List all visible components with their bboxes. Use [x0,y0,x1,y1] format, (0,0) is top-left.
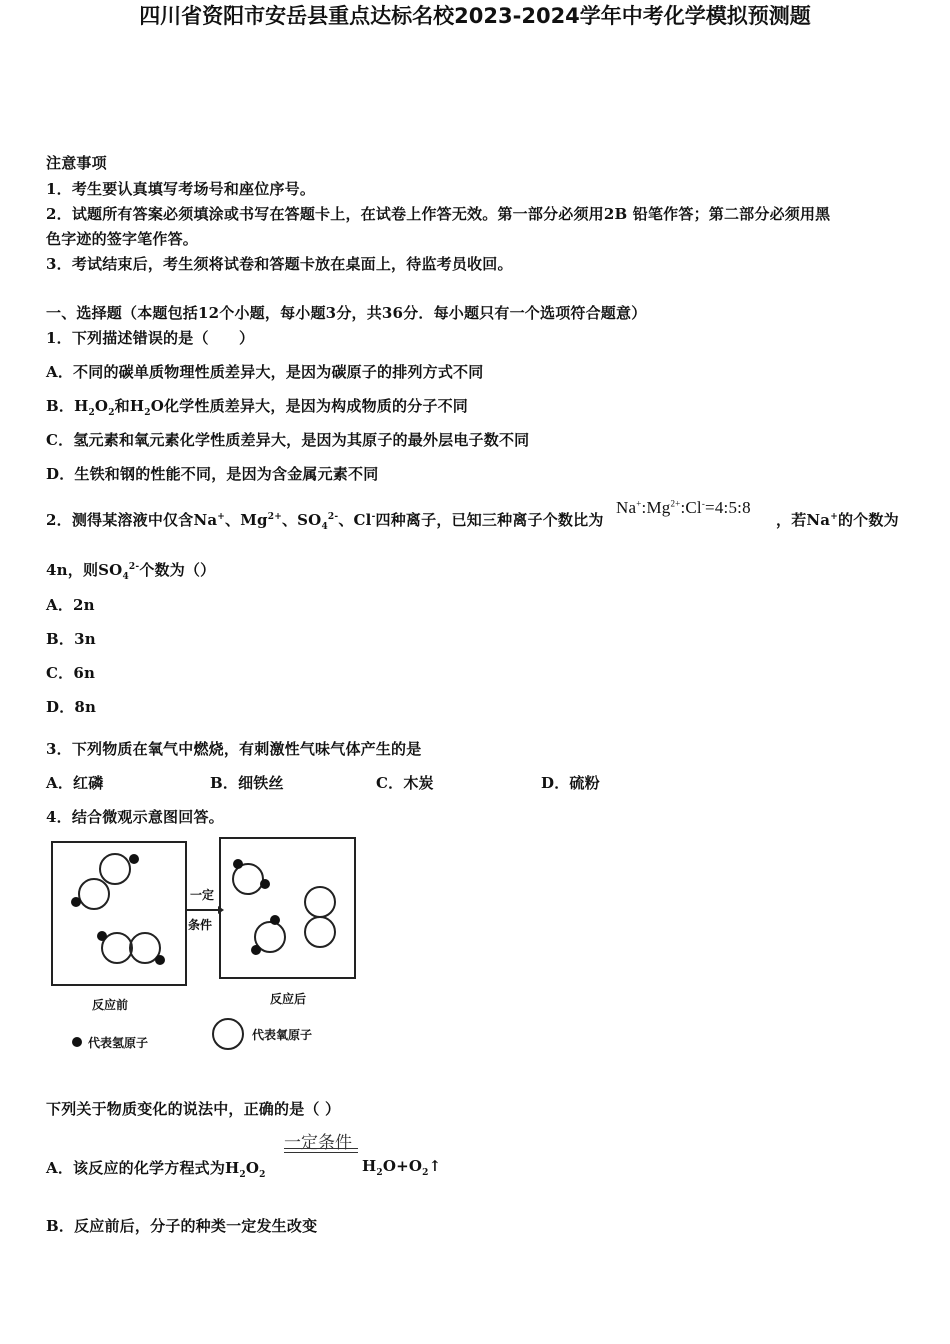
q3-stem: 3．下列物质在氧气中燃烧，有刺激性气味气体产生的是 [46,740,422,758]
hydrogen-atom [155,955,165,965]
oxygen-atom [305,887,335,917]
q1-b-text: O化学性质差异大，是因为构成物质的分子不同 [150,397,468,415]
q2-text: 、Mg [225,511,268,529]
q2-ratio-part: :Mg [641,498,671,517]
q4-a-sub: 2 [422,1168,429,1178]
notice-item-1: 1．考生要认真填写考场号和座位序号。 [46,180,316,198]
q2-sup: 2+ [267,512,282,522]
q2-text: 个数为（） [139,561,216,579]
section-heading: 一、选择题（本题包括12个小题，每小题3分，共36分．每小题只有一个选项符合题意） [46,304,647,322]
q2-ratio-sup: + [636,498,642,509]
q2-text: 4n，则SO [46,561,123,579]
q1-option-b [46,395,468,418]
q2-ratio-part: Na [616,498,637,517]
q2-sup: 2- [128,562,140,572]
q2-option-a: A．2n [46,596,95,614]
q2-option-d: D．8n [46,698,97,716]
q2-ratio-part: =4:5:8 [705,498,751,517]
reaction-condition: 一定条件 [284,1133,352,1152]
equation-bar [284,1148,358,1149]
q3-option-c: C．木炭 [376,774,434,792]
q3-option-b: B．细铁丝 [210,774,284,792]
q4-stem: 4．结合微观示意图回答。 [46,808,224,826]
q1-b-sub: 2 [108,408,115,418]
hydrogen-atom [260,879,270,889]
q4-a-text: O [245,1159,260,1177]
q1-b-sub: 2 [144,408,151,418]
notice-item-2: 2．试题所有答案必须填涂或书写在答题卡上，在试卷上作答无效。第一部分必须用2B 铅笔作答；第二部分必须用黑 [46,205,831,223]
q4-a-text: ↑ [428,1157,442,1175]
arrow-label-bottom: 条件 [188,918,213,932]
page-title: 四川省资阳市安岳县重点达标名校2023-2024学年中考化学模拟预测题 [139,4,811,28]
q1-option-d: D．生铁和钢的性能不同，是因为含金属元素不同 [46,465,379,483]
legend-hydrogen-label: 代表氢原子 [88,1036,149,1050]
oxygen-atom [305,917,335,947]
q1-stem: 1．下列描述错误的是（ ） [46,329,255,347]
q2-text: 、Cl [338,511,372,529]
q2-option-c: C．6n [46,664,96,682]
hydrogen-atom [270,915,280,925]
q2-sup: + [217,512,226,522]
q2-ratio-sup: - [701,498,706,509]
q2-text: 2．测得某溶液中仅含Na [46,511,218,529]
hydrogen-atom [71,897,81,907]
q4-a-text: H [362,1157,377,1175]
q2-sub: 4 [122,572,129,582]
q4-a-text: O+O [382,1157,423,1175]
q2-stem [46,509,604,532]
q2-sub: 4 [321,522,328,532]
q1-option-a: A．不同的碳单质物理性质差异大，是因为碳原子的排列方式不同 [46,363,484,381]
hydrogen-atom [251,945,261,955]
q2-text: 四种离子，已知三种离子个数比为 [375,511,604,529]
q2-stem-end [776,509,899,530]
q2-sup: + [830,512,838,522]
before-label: 反应前 [92,998,129,1012]
q2-sup: - [371,512,376,522]
q4-a-text: A．该反应的化学方程式为H [46,1159,240,1177]
hydrogen-atom [233,859,243,869]
q3-option-a: A．红磷 [46,774,104,792]
hydrogen-atom [129,854,139,864]
q4-a-sub: 2 [259,1170,266,1180]
q4-a-sub: 2 [376,1168,383,1178]
q2-ratio-part: :Cl [680,498,702,517]
q2-text: 的个数为 [837,511,899,529]
q2-text: ，若Na [776,511,831,529]
micro-diagram [40,832,370,1062]
q1-b-sub: 2 [88,408,95,418]
q1-b-text: 和H [114,397,145,415]
oxygen-atom [79,879,109,909]
notice-item-2-cont: 色字迹的签字笔作答。 [46,230,199,248]
q4-sub-stem: 下列关于物质变化的说法中，正确的是（ ） [46,1100,341,1118]
q4-option-a-products [362,1157,441,1178]
oxygen-atom [100,854,130,884]
equation-bar [284,1152,358,1153]
q2-option-b: B．3n [46,630,96,648]
hydrogen-legend-icon [72,1037,82,1047]
q4-option-b: B．反应前后，分子的种类一定发生改变 [46,1217,318,1235]
q2-sup: 2- [327,512,339,522]
legend-oxygen-label: 代表氧原子 [252,1028,313,1042]
q1-b-text: B．H [46,397,89,415]
q3-option-d: D．硫粉 [541,774,600,792]
arrow-label-top: 一定 [190,888,215,902]
q1-b-text: O [94,397,109,415]
hydrogen-atom [97,931,107,941]
q4-option-a [46,1157,266,1180]
q2-ratio-sup: 2+ [670,498,681,509]
q1-option-c: C．氢元素和氧元素化学性质差异大，是因为其原子的最外层电子数不同 [46,431,530,449]
q4-a-sub: 2 [239,1170,246,1180]
q2-ratio [616,498,751,518]
after-label: 反应后 [270,992,307,1006]
notice-item-3: 3．考试结束后，考生须将试卷和答题卡放在桌面上，待监考员收回。 [46,255,513,273]
oxygen-legend-icon [213,1019,243,1049]
notice-heading: 注意事项 [46,154,107,172]
q2-text: 、SO [281,511,322,529]
q2-stem-line2 [46,559,215,582]
